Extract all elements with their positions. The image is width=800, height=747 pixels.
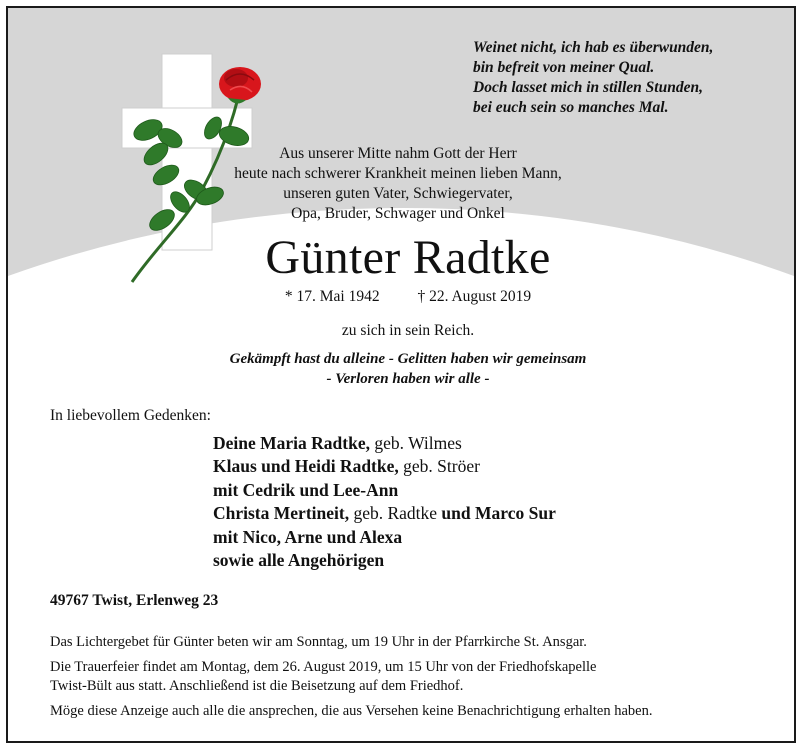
family-member-birthname: geb. Ströer — [403, 456, 480, 477]
family-member-name: Deine Maria Radtke, — [213, 433, 370, 453]
note-trauerfeier-line-1: Die Trauerfeier findet am Montag, dem 26. August 2019, um 15 Uhr von der Friedhofskapelle — [50, 659, 597, 675]
family-member — [213, 432, 556, 455]
family-member: mit Cedrik und Lee-Ann — [213, 479, 399, 500]
birth-date: * 17. Mai 1942 — [284, 288, 380, 305]
note-benachrichtigung: Möge diese Anzeige auch alle die ansprechen, die aus Versehen keine Benachrichtigung erhalten haben. — [50, 703, 653, 719]
motto-line: Doch lasset mich in stillen Stunden, — [473, 79, 703, 96]
life-dates — [158, 287, 658, 307]
farewell-quote — [128, 349, 688, 389]
intro-text — [198, 144, 598, 224]
in-memory-label: In liebevollem Gedenken: — [50, 407, 211, 424]
motto-poem — [473, 38, 783, 118]
family-member: sowie alle Angehörigen — [213, 550, 385, 571]
notes-section — [50, 633, 754, 727]
intro-line: unseren guten Vater, Schwiegervater, — [283, 185, 513, 202]
family-member-name: Christa Mertineit, — [213, 503, 350, 524]
motto-line: bin befreit von meiner Qual. — [473, 59, 655, 76]
intro-line: heute nach schwerer Krankheit meinen lieben Mann, — [234, 165, 562, 182]
family-member — [213, 455, 556, 478]
address: 49767 Twist, Erlenweg 23 — [50, 592, 219, 609]
reich-text: zu sich in sein Reich. — [341, 322, 475, 339]
note-trauerfeier-line-2: Twist-Bült aus statt. Anschließend ist die Beisetzung auf dem Friedhof. — [50, 678, 464, 694]
obituary-notice — [6, 6, 796, 743]
motto-line: bei euch sein so manches Mal. — [473, 99, 669, 116]
family-member-birthname: geb. Wilmes — [374, 433, 462, 453]
quote-line-2: - Verloren haben wir alle - — [326, 371, 490, 387]
motto-line: Weinet nicht, ich hab es überwunden, — [473, 39, 714, 56]
family-member-name: Klaus und Heidi Radtke, — [213, 456, 399, 477]
note-trauerfeier — [50, 658, 754, 696]
death-date: † 22. August 2019 — [417, 288, 532, 305]
rose-bloom-icon — [219, 67, 261, 104]
family-member — [213, 502, 556, 525]
quote-line-1: Gekämpft hast du alleine - Gelitten haben wir gemeinsam — [229, 351, 587, 367]
note-lichtergebet: Das Lichtergebet für Günter beten wir am Sonntag, um 19 Uhr in der Pfarrkirche St. Ansgar. — [50, 634, 587, 650]
family-member: mit Nico, Arne und Alexa — [213, 526, 403, 547]
deceased-name: Günter Radtke — [265, 231, 551, 284]
family-member-partner: und Marco Sur — [441, 503, 556, 524]
family-list — [213, 432, 556, 572]
intro-line: Aus unserer Mitte nahm Gott der Herr — [279, 145, 517, 162]
family-member-birthname: geb. Radtke — [353, 503, 438, 524]
intro-line: Opa, Bruder, Schwager und Onkel — [291, 205, 505, 222]
